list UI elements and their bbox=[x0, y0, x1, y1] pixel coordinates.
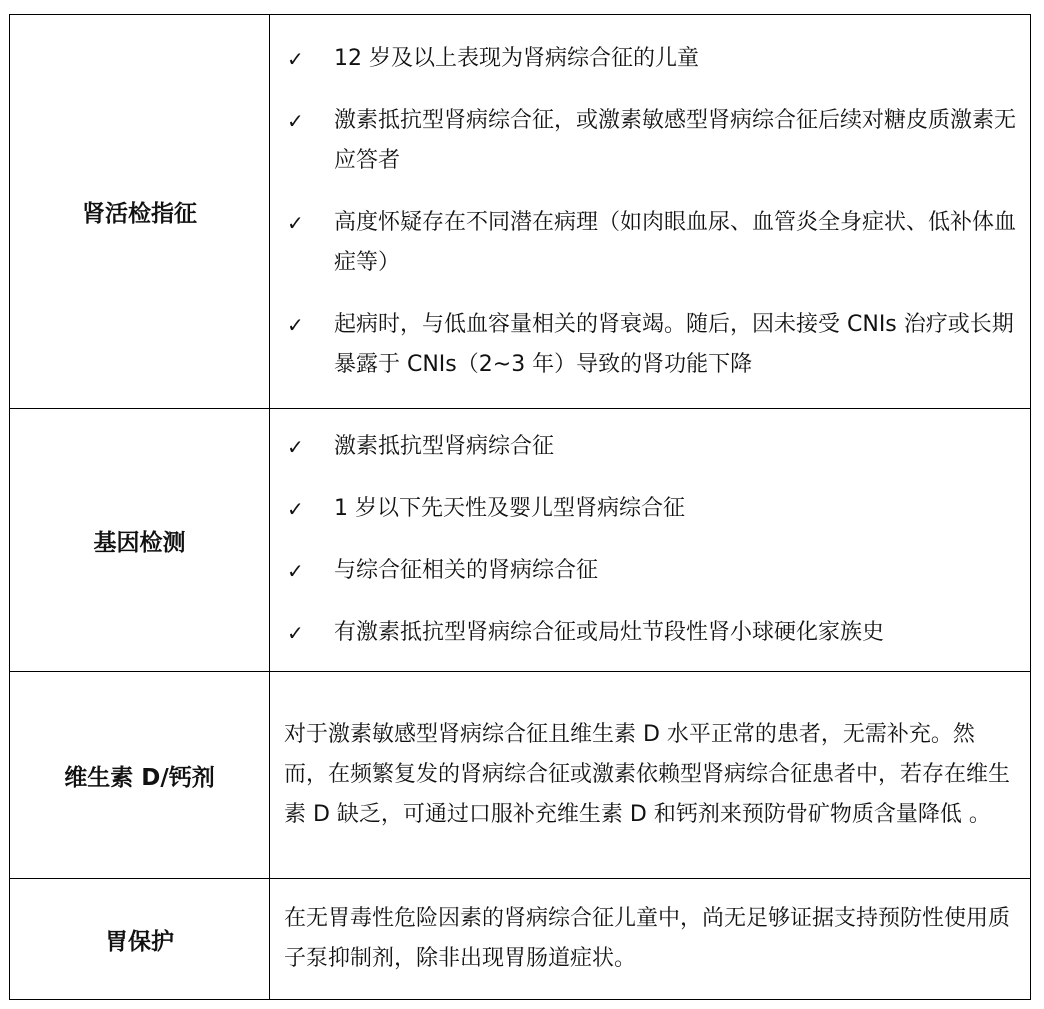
list-item bbox=[284, 39, 1018, 79]
row-content-cell bbox=[270, 409, 1031, 672]
list-item-text: 激素抵抗型肾病综合征 bbox=[334, 434, 555, 459]
checkmark-icon: ✓ bbox=[287, 559, 304, 583]
row-content-cell bbox=[270, 672, 1031, 879]
checkmark-icon: ✓ bbox=[287, 210, 304, 235]
checkmark-icon: ✓ bbox=[287, 46, 304, 71]
row-label: 基因检测 bbox=[93, 529, 186, 556]
list-item-text: 有激素抵抗型肾病综合征或局灶节段性肾小球硬化家族史 bbox=[334, 620, 885, 645]
row-content-cell bbox=[270, 879, 1031, 1000]
checkmark-icon: ✓ bbox=[287, 497, 304, 521]
guideline-table bbox=[9, 14, 1031, 1000]
checkmark-icon: ✓ bbox=[287, 435, 304, 459]
row-paragraph: 在无胃毒性危险因素的肾病综合征儿童中，尚无足够证据支持预防性使用质子泵抑制剂，除非出现胃肠道症状。 bbox=[284, 906, 1011, 971]
list-item-text: 激素抵抗型肾病综合征，或激素敏感型肾病综合征后续对糖皮质激素无应答者 bbox=[334, 107, 1017, 173]
row-label-cell bbox=[10, 409, 270, 672]
checkmark-icon: ✓ bbox=[287, 621, 304, 645]
checkmark-icon: ✓ bbox=[287, 108, 304, 133]
row-label: 胃保护 bbox=[105, 928, 174, 955]
row-label-cell bbox=[10, 879, 270, 1000]
list-item-text: 起病时，与低血容量相关的肾衰竭。随后，因未接受 CNIs 治疗或长期暴露于 CNIs（2~3 年）导致的肾功能下降 bbox=[334, 311, 1014, 377]
list-item-text: 高度怀疑存在不同潜在病理（如肉眼血尿、血管炎全身症状、低补体血症等） bbox=[334, 209, 1017, 275]
row-paragraph: 对于激素敏感型肾病综合征且维生素 D 水平正常的患者，无需补充。然而，在频繁复发的肾病综合征或激素依赖型肾病综合征患者中，若存在维生素 D 缺乏，可通过口服补充维生素 D 和钙剂来预防骨矿物质含量降低 。 bbox=[284, 722, 1011, 827]
checklist bbox=[284, 39, 1018, 385]
list-item bbox=[284, 613, 1018, 653]
list-item bbox=[284, 427, 1018, 467]
list-item bbox=[284, 305, 1018, 385]
row-label: 维生素 D/钙剂 bbox=[64, 764, 215, 791]
row-content-cell bbox=[270, 15, 1031, 409]
table-row bbox=[10, 15, 1031, 409]
table-row bbox=[10, 879, 1031, 1000]
checkmark-icon: ✓ bbox=[287, 312, 304, 337]
row-label-cell bbox=[10, 15, 270, 409]
list-item bbox=[284, 551, 1018, 591]
table-row bbox=[10, 672, 1031, 879]
list-item-text: 1 岁以下先天性及婴儿型肾病综合征 bbox=[334, 496, 685, 521]
row-label-cell bbox=[10, 672, 270, 879]
row-label: 肾活检指征 bbox=[82, 201, 197, 227]
list-item-text: 12 岁及以上表现为肾病综合征的儿童 bbox=[334, 45, 699, 71]
list-item bbox=[284, 489, 1018, 529]
checklist bbox=[284, 427, 1018, 653]
table-row bbox=[10, 409, 1031, 672]
list-item bbox=[284, 203, 1018, 283]
list-item bbox=[284, 101, 1018, 181]
list-item-text: 与综合征相关的肾病综合征 bbox=[334, 558, 599, 583]
